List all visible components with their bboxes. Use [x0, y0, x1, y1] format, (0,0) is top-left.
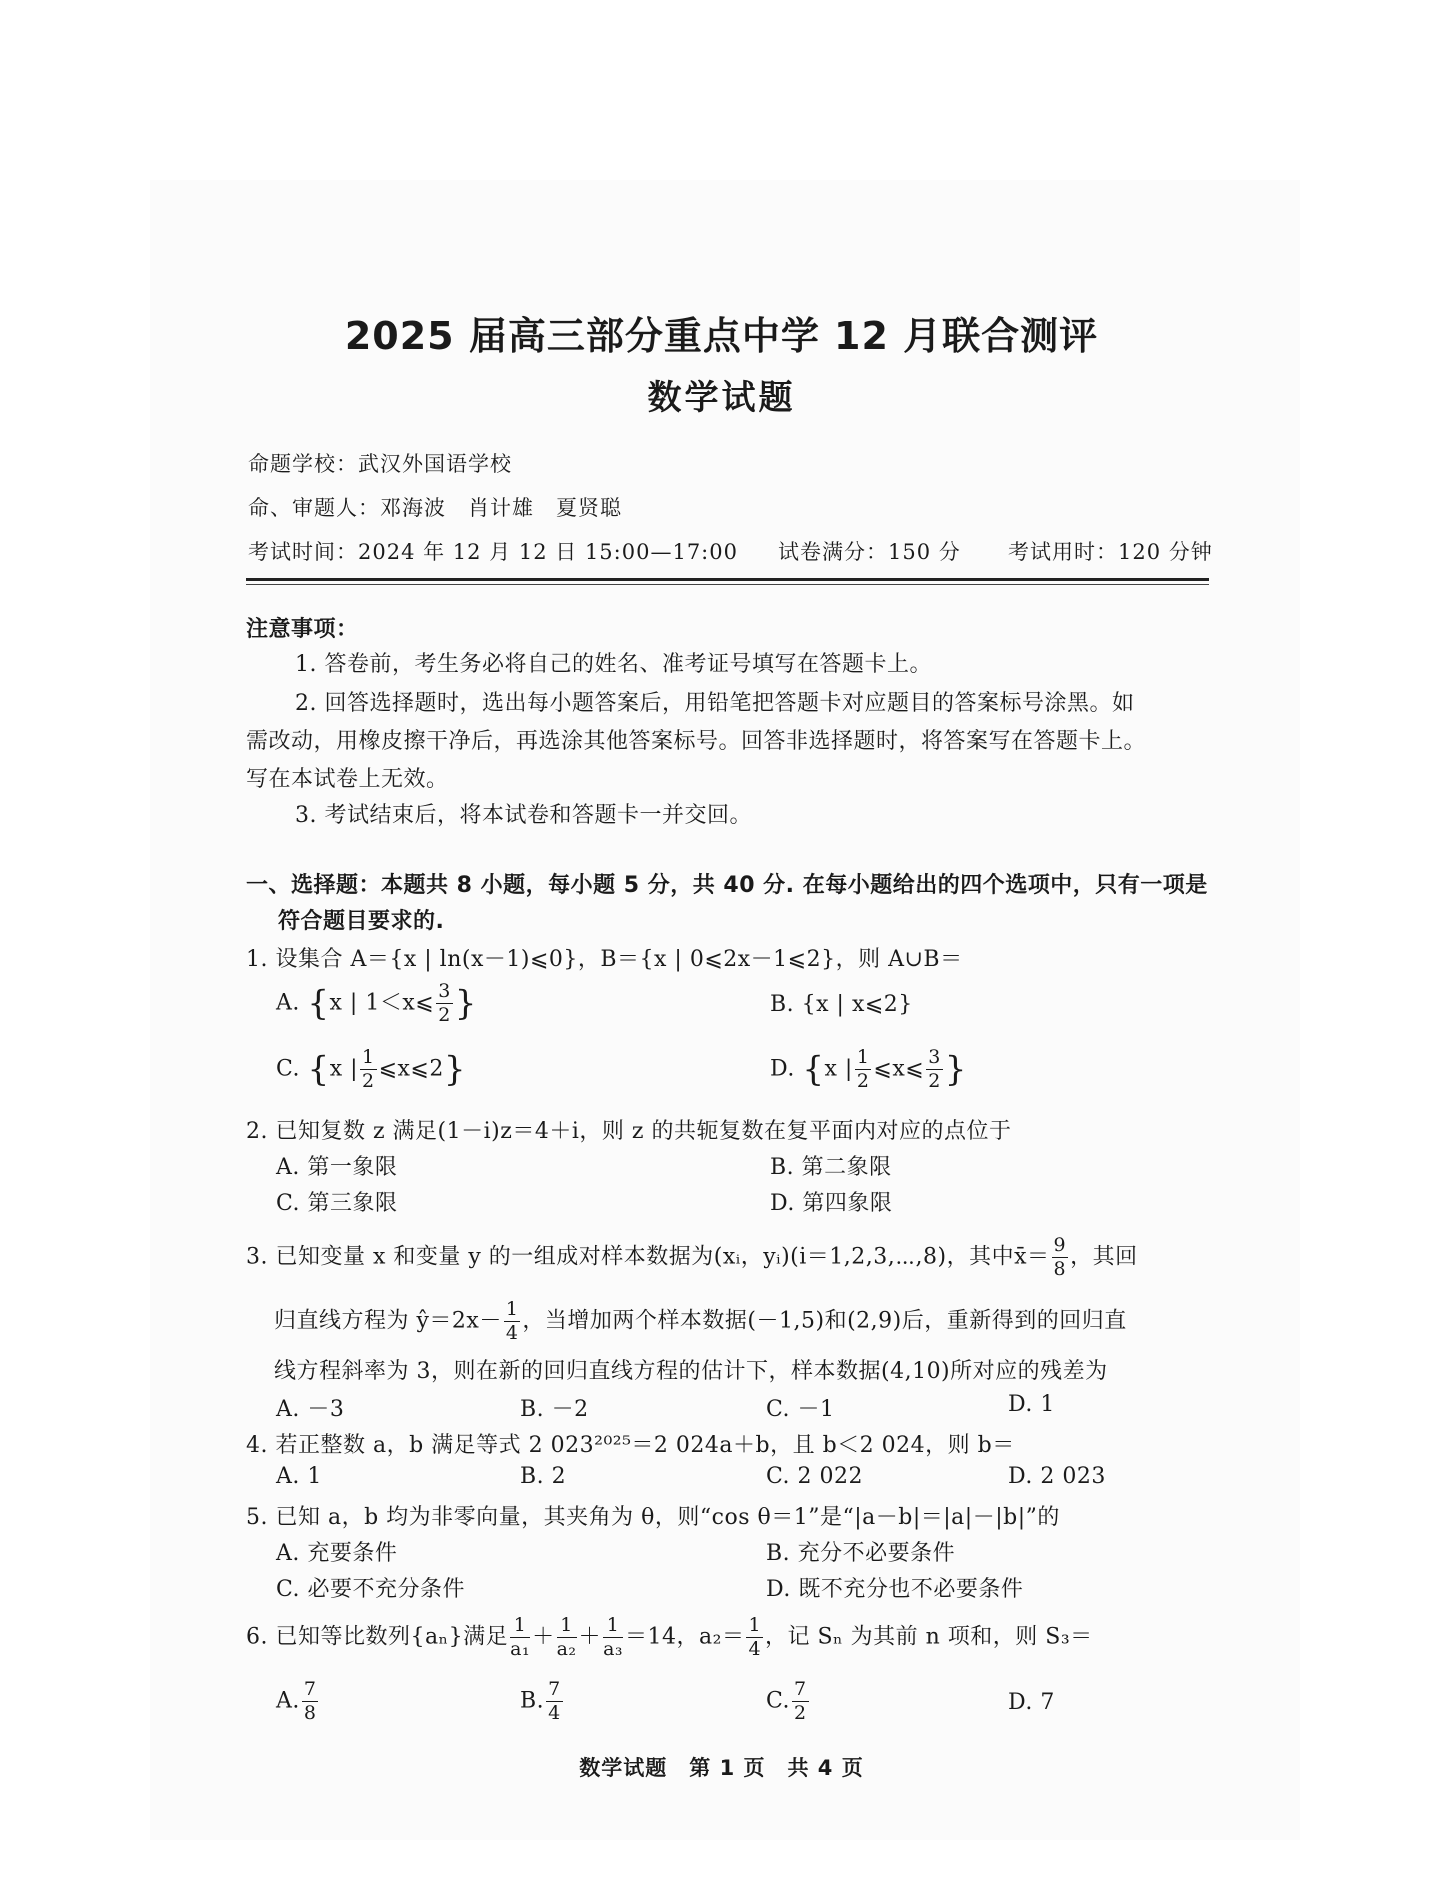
meta-authors: 命、审题人：邓海波 肖计雄 夏贤聪: [248, 496, 622, 520]
question-3-line-2: 归直线方程为 ŷ＝2x－ $\frac{1}{4}$ ，当增加两个样本数据(－1,5)和(2,9)后，重新得到的回归直: [274, 1298, 1127, 1344]
question-3-line-1: 3. 已知变量 x 和变量 y 的一组成对样本数据为(xᵢ，yᵢ)(i＝1,2,3,⋯,8)，其中x̄＝ $\frac{9}{8}$ ，其回: [246, 1234, 1138, 1280]
meta-full-score: 试卷满分：150 分: [778, 540, 961, 564]
meta-exam-time: 考试时间：2024 年 12 月 12 日 15:00—17:00: [248, 540, 738, 564]
question-3-option-a: A. －3: [276, 1397, 345, 1422]
notice-item-3: 3. 考试结束后，将本试卷和答题卡一并交回。: [295, 803, 752, 828]
question-1-stem: 1. 设集合 A＝{x | ln(x－1)⩽0}，B＝{x | 0⩽2x－1⩽2}，则 A∪B＝: [246, 947, 963, 972]
question-2-option-d: D. 第四象限: [770, 1191, 893, 1216]
question-3-line-3: 线方程斜率为 3，则在新的回归直线方程的估计下，样本数据(4,10)所对应的残差为: [274, 1359, 1108, 1384]
question-6-option-d: D. 7: [1008, 1690, 1055, 1715]
header-divider-thick: [246, 578, 1209, 581]
notice-item-2-line-1: 2. 回答选择题时，选出每小题答案后，用铅笔把答题卡对应题目的答案标号涂黑。如: [295, 691, 1135, 716]
meta-school: 命题学校：武汉外国语学校: [248, 452, 512, 476]
question-4-option-a: A. 1: [276, 1464, 322, 1489]
meta-duration: 考试用时：120 分钟: [1008, 540, 1213, 564]
section-1-heading-line-1: 一、选择题：本题共 8 小题，每小题 5 分，共 40 分. 在每小题给出的四个选项中，只有一项是: [246, 873, 1208, 898]
question-5-stem: 5. 已知 a，b 均为非零向量，其夹角为 θ，则“cos θ＝1”是“|a－b|＝|a|－|b|”的: [246, 1505, 1060, 1530]
question-2-option-a: A. 第一象限: [276, 1155, 398, 1180]
question-6-option-a: A. $\frac{7}{8}$: [276, 1678, 317, 1724]
notice-item-2-line-2: 需改动，用橡皮擦干净后，再选涂其他答案标号。回答非选择题时，将答案写在答题卡上。: [246, 729, 1147, 754]
header-divider-thin: [246, 584, 1209, 585]
exam-subtitle: 数学试题: [647, 378, 796, 418]
question-5-option-c: C. 必要不充分条件: [276, 1577, 466, 1602]
question-3-option-d: D. 1: [1008, 1392, 1055, 1417]
question-6-stem: 6. 已知等比数列{aₙ}满足 $\frac{1}{\text{a₁}}$ ＋ $\frac{1}{\text{a₂}}$ ＋ $\frac{1}{\text{a₃}}$ ＝14，a₂＝ $\frac{1}{4}$ ，记 Sₙ 为其前 n 项和，则 S₃＝: [246, 1614, 1093, 1660]
question-2-option-c: C. 第三象限: [276, 1191, 398, 1216]
question-3-option-b: B. －2: [520, 1397, 589, 1422]
notice-item-2-line-3: 写在本试卷上无效。: [246, 767, 449, 792]
notice-heading: 注意事项：: [246, 617, 359, 642]
question-4-stem: 4. 若正整数 a，b 满足等式 2 023²⁰²⁵＝2 024a＋b，且 b＜2 024，则 b＝: [246, 1433, 1015, 1458]
question-6-option-b: B. $\frac{7}{4}$: [520, 1678, 561, 1724]
page-footer: 数学试题 第 1 页 共 4 页: [579, 1756, 864, 1780]
question-3-option-c: C. －1: [766, 1397, 835, 1422]
question-6-option-c: C. $\frac{7}{2}$: [766, 1678, 807, 1724]
question-4-option-d: D. 2 023: [1008, 1464, 1106, 1489]
question-5-option-a: A. 充要条件: [276, 1541, 398, 1566]
question-1-option-a: A. {x | 1＜x⩽ $\frac{3}{2}$ }: [276, 980, 477, 1026]
question-5-option-b: B. 充分不必要条件: [766, 1541, 956, 1566]
question-1-option-c: C. {x | $\frac{1}{2}$ ⩽x⩽2}: [276, 1046, 467, 1092]
question-1-option-b: B. {x | x⩽2}: [770, 992, 913, 1017]
question-2-option-b: B. 第二象限: [770, 1155, 892, 1180]
exam-title: 2025 届高三部分重点中学 12 月联合测评: [344, 314, 1099, 358]
question-2-stem: 2. 已知复数 z 满足(1－i)z＝4＋i，则 z 的共轭复数在复平面内对应的点位于: [246, 1119, 1012, 1144]
question-1-option-d: D. {x | $\frac{1}{2}$ ⩽x⩽ $\frac{3}{2}$ }: [770, 1046, 967, 1092]
question-5-option-d: D. 既不充分也不必要条件: [766, 1577, 1024, 1602]
question-4-option-c: C. 2 022: [766, 1464, 864, 1489]
section-1-heading-line-2: 符合题目要求的.: [278, 909, 445, 934]
notice-item-1: 1. 答卷前，考生务必将自己的姓名、准考证号填写在答题卡上。: [295, 652, 932, 677]
question-4-option-b: B. 2: [520, 1464, 567, 1489]
